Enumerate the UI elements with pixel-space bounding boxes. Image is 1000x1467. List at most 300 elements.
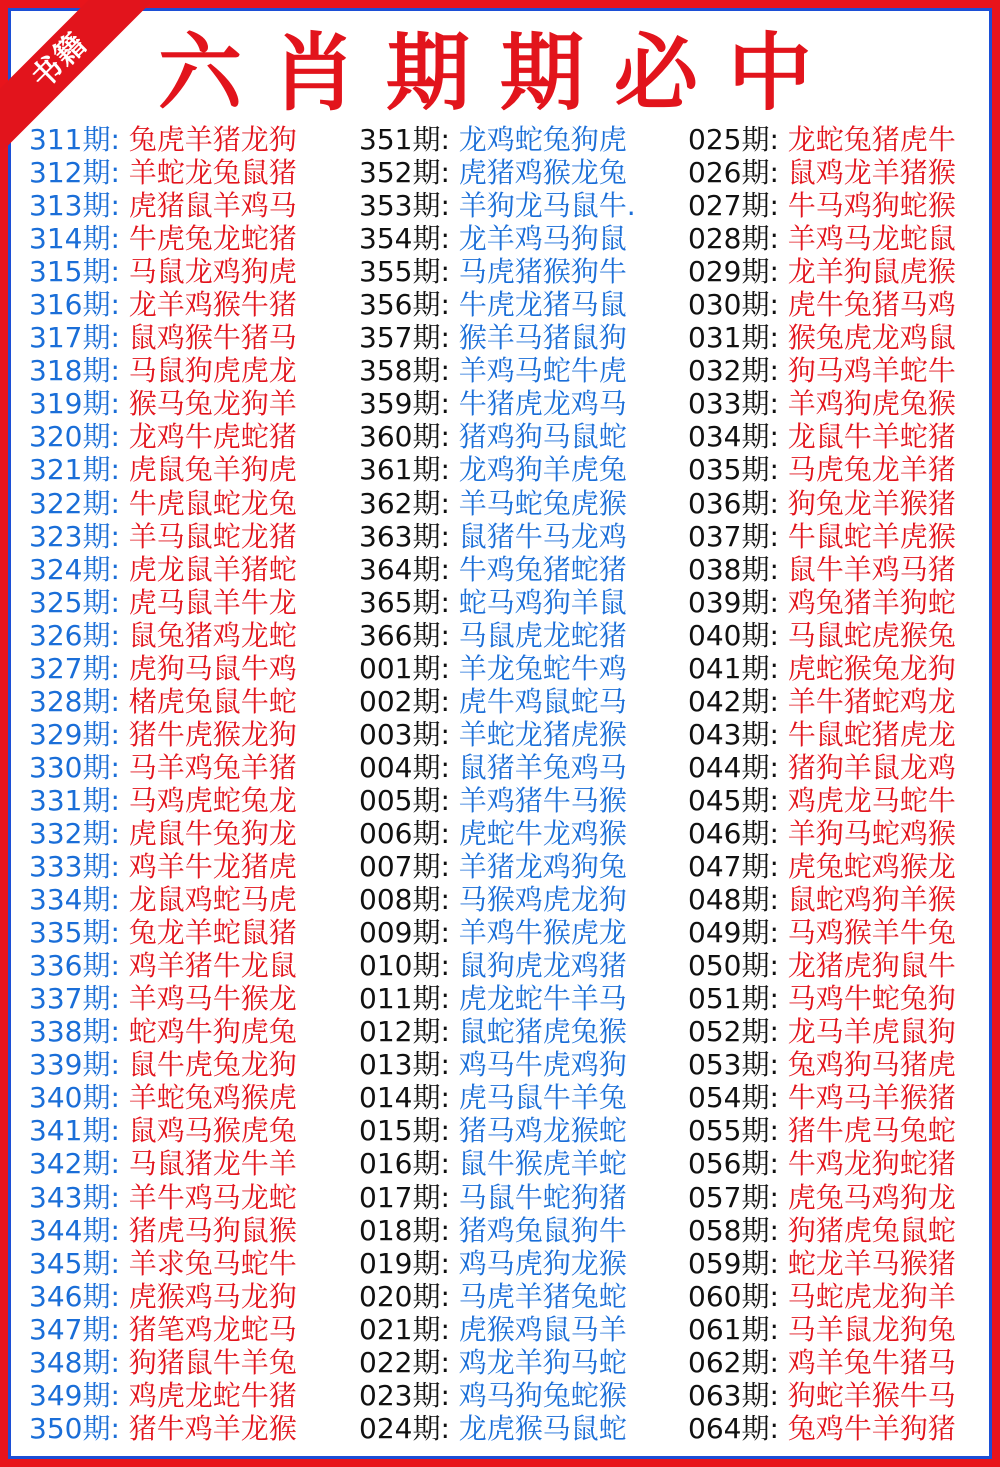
list-item [359, 123, 636, 156]
period-label: 045期: [688, 783, 779, 817]
list-item [688, 685, 956, 718]
list-item [688, 1048, 956, 1081]
zodiac-list: 马虎猪猴狗牛 [458, 255, 627, 289]
zodiac-list: 鸡羊牛龙猪虎 [128, 850, 297, 884]
zodiac-list: 马鸡虎蛇兔龙 [128, 783, 297, 817]
period-label: 327期: [29, 651, 120, 685]
zodiac-list: 鸡马牛虎鸡狗 [458, 1048, 627, 1082]
zodiac-list: 猪牛鸡羊龙猴 [128, 1411, 297, 1445]
period-label: 039期: [688, 585, 779, 619]
period-label: 032期: [688, 354, 779, 388]
period-label: 347期: [29, 1312, 120, 1346]
zodiac-list: 兔鸡狗马猪虎 [787, 1048, 956, 1082]
zodiac-list: 牛鸡龙狗蛇猪 [787, 1147, 956, 1181]
list-item [688, 949, 956, 982]
period-label: 313期: [29, 189, 120, 223]
list-item [29, 321, 297, 354]
list-item [359, 387, 636, 420]
zodiac-list: 鼠鸡猴牛猪马 [128, 321, 297, 355]
period-label: 038期: [688, 552, 779, 586]
period-label: 355期: [359, 255, 450, 289]
period-label: 343期: [29, 1180, 120, 1214]
zodiac-list: 羊求兔马蛇牛 [128, 1246, 297, 1280]
zodiac-list: 马羊鸡兔羊猪 [128, 750, 297, 784]
list-item [29, 784, 297, 817]
period-label: 041期: [688, 651, 779, 685]
list-item [359, 1147, 636, 1180]
list-item [688, 1181, 956, 1214]
zodiac-list: 羊鸡猪牛马猴 [458, 783, 627, 817]
zodiac-list: 虎鼠兔羊狗虎 [128, 453, 297, 487]
period-label: 019期: [359, 1246, 450, 1280]
list-item [359, 685, 636, 718]
period-label: 040期: [688, 618, 779, 652]
zodiac-list: 龙蛇兔猪虎牛 [787, 123, 956, 156]
zodiac-list: 牛马鸡狗蛇猴 [787, 189, 956, 223]
zodiac-list: 牛鸡马羊猴猪 [787, 1081, 956, 1115]
period-label: 057期: [688, 1180, 779, 1214]
period-label: 026期: [688, 156, 779, 190]
list-item [688, 1280, 956, 1313]
zodiac-list: 羊猪龙鸡狗兔 [458, 850, 627, 884]
period-label: 364期: [359, 552, 450, 586]
period-label: 360期: [359, 420, 450, 454]
zodiac-list: 马鸡猴羊牛兔 [787, 916, 956, 950]
list-item [688, 1214, 956, 1247]
prediction-table [29, 123, 989, 1453]
period-label: 323期: [29, 519, 120, 553]
zodiac-list: 龙鸡蛇兔狗虎 [458, 123, 627, 156]
period-label: 329期: [29, 717, 120, 751]
zodiac-list: 牛鼠蛇猪虎龙 [787, 717, 956, 751]
zodiac-list: 狗蛇羊猴牛马 [787, 1378, 956, 1412]
list-item [688, 553, 956, 586]
period-label: 318期: [29, 354, 120, 388]
zodiac-list: 鼠牛羊鸡马猪 [787, 552, 956, 586]
period-label: 346期: [29, 1279, 120, 1313]
zodiac-list: 狗猪虎兔鼠蛇 [787, 1213, 956, 1247]
zodiac-list: 虎蛇牛龙鸡猴 [458, 816, 627, 850]
zodiac-list: 蛇鸡牛狗虎兔 [128, 1015, 297, 1049]
zodiac-list: 猪牛虎马兔蛇 [787, 1114, 956, 1148]
period-label: 037期: [688, 519, 779, 553]
list-item [29, 817, 297, 850]
zodiac-list: 马鼠狗虎虎龙 [128, 354, 297, 388]
period-label: 348期: [29, 1345, 120, 1379]
period-label: 053期: [688, 1048, 779, 1082]
list-item [359, 1015, 636, 1048]
zodiac-list: 猴马兔龙狗羊 [128, 387, 297, 421]
period-label: 028期: [688, 222, 779, 256]
list-item [29, 387, 297, 420]
zodiac-list: 龙鼠牛羊蛇猪 [787, 420, 956, 454]
period-label: 011期: [359, 982, 450, 1016]
list-item [29, 1114, 297, 1147]
period-label: 022期: [359, 1345, 450, 1379]
list-item [29, 255, 297, 288]
period-label: 314期: [29, 222, 120, 256]
list-item [359, 850, 636, 883]
list-item [29, 420, 297, 453]
zodiac-list: 虎蛇猴兔龙狗 [787, 651, 956, 685]
list-item [29, 949, 297, 982]
period-label: 024期: [359, 1411, 450, 1445]
list-item [29, 652, 297, 685]
list-item [359, 718, 636, 751]
zodiac-list: 羊鸡狗虎兔猴 [787, 387, 956, 421]
list-item [359, 586, 636, 619]
list-item [688, 586, 956, 619]
period-label: 052期: [688, 1015, 779, 1049]
zodiac-list: 马羊鼠龙狗兔 [787, 1312, 956, 1346]
period-label: 035期: [688, 453, 779, 487]
zodiac-list: 鼠牛猴虎羊蛇 [458, 1147, 627, 1181]
list-item [359, 222, 636, 255]
list-item [29, 222, 297, 255]
zodiac-list: 蛇马鸡狗羊鼠 [458, 585, 627, 619]
list-item [29, 850, 297, 883]
period-label: 050期: [688, 949, 779, 983]
zodiac-list: 猪鸡狗马鼠蛇 [458, 420, 627, 454]
list-item [688, 321, 956, 354]
zodiac-list: 虎猴鸡鼠马羊 [458, 1312, 627, 1346]
period-label: 064期: [688, 1411, 779, 1445]
zodiac-list: 虎兔马鸡狗龙 [787, 1180, 956, 1214]
period-label: 365期: [359, 585, 450, 619]
period-label: 345期: [29, 1246, 120, 1280]
list-item [359, 288, 636, 321]
list-item [29, 1048, 297, 1081]
period-label: 061期: [688, 1312, 779, 1346]
list-item [29, 718, 297, 751]
list-item [688, 1015, 956, 1048]
list-item [359, 751, 636, 784]
period-label: 338期: [29, 1015, 120, 1049]
zodiac-list: 羊狗龙马鼠牛. [458, 189, 636, 223]
zodiac-list: 虎牛鸡鼠蛇马 [458, 684, 627, 718]
column-2 [359, 123, 636, 1445]
period-label: 335期: [29, 916, 120, 950]
zodiac-list: 鸡羊猪牛龙鼠 [128, 949, 297, 983]
list-item [688, 189, 956, 222]
period-label: 051期: [688, 982, 779, 1016]
zodiac-list: 鼠鸡马猴虎兔 [128, 1114, 297, 1148]
list-item [29, 619, 297, 652]
period-label: 324期: [29, 552, 120, 586]
period-label: 341期: [29, 1114, 120, 1148]
zodiac-list: 猪牛虎猴龙狗 [128, 717, 297, 751]
list-item [688, 520, 956, 553]
period-label: 059期: [688, 1246, 779, 1280]
period-label: 042期: [688, 684, 779, 718]
zodiac-list: 马鸡牛蛇兔狗 [787, 982, 956, 1016]
list-item [688, 883, 956, 916]
list-item [359, 1214, 636, 1247]
period-label: 036期: [688, 486, 779, 520]
list-item [688, 619, 956, 652]
zodiac-list: 鸡虎龙马蛇牛 [787, 783, 956, 817]
list-item [29, 916, 297, 949]
zodiac-list: 虎龙蛇牛羊马 [458, 982, 627, 1016]
zodiac-list: 马虎兔龙羊猪 [787, 453, 956, 487]
list-item [688, 354, 956, 387]
zodiac-list: 马猴鸡虎龙狗 [458, 883, 627, 917]
period-label: 339期: [29, 1048, 120, 1082]
list-item [29, 1247, 297, 1280]
period-label: 006期: [359, 816, 450, 850]
list-item [359, 453, 636, 486]
zodiac-list: 猴羊马猪鼠狗 [458, 321, 627, 355]
zodiac-list: 羊鸡马龙蛇鼠 [787, 222, 956, 256]
zodiac-list: 鸡马虎狗龙猴 [458, 1246, 627, 1280]
list-item [359, 321, 636, 354]
period-label: 357期: [359, 321, 450, 355]
list-item [359, 1247, 636, 1280]
period-label: 063期: [688, 1378, 779, 1412]
zodiac-list: 羊蛇龙猪虎猴 [458, 717, 627, 751]
zodiac-list: 虎猪鸡猴龙兔 [458, 156, 627, 190]
list-item [359, 255, 636, 288]
list-item [359, 1412, 636, 1445]
period-label: 340期: [29, 1081, 120, 1115]
list-item [359, 420, 636, 453]
period-label: 029期: [688, 255, 779, 289]
period-label: 363期: [359, 519, 450, 553]
period-label: 366期: [359, 618, 450, 652]
period-label: 015期: [359, 1114, 450, 1148]
list-item [688, 817, 956, 850]
list-item [29, 1412, 297, 1445]
zodiac-list: 猪狗羊鼠龙鸡 [787, 750, 956, 784]
period-label: 356期: [359, 288, 450, 322]
period-label: 014期: [359, 1081, 450, 1115]
period-label: 331期: [29, 783, 120, 817]
list-item [359, 156, 636, 189]
zodiac-list: 羊牛猪蛇鸡龙 [787, 684, 956, 718]
zodiac-list: 狗猪鼠牛羊兔 [128, 1345, 297, 1379]
period-label: 004期: [359, 750, 450, 784]
list-item [688, 288, 956, 321]
period-label: 353期: [359, 189, 450, 223]
list-item [29, 520, 297, 553]
list-item [29, 1280, 297, 1313]
zodiac-list: 虎牛兔猪马鸡 [787, 288, 956, 322]
period-label: 025期: [688, 123, 779, 156]
list-item [359, 652, 636, 685]
period-label: 359期: [359, 387, 450, 421]
period-label: 055期: [688, 1114, 779, 1148]
period-label: 008期: [359, 883, 450, 917]
period-label: 352期: [359, 156, 450, 190]
list-item [359, 189, 636, 222]
zodiac-list: 马虎羊猪兔蛇 [458, 1279, 627, 1313]
period-label: 328期: [29, 684, 120, 718]
period-label: 320期: [29, 420, 120, 454]
period-label: 358期: [359, 354, 450, 388]
list-item [29, 1214, 297, 1247]
list-item [688, 850, 956, 883]
list-item [688, 784, 956, 817]
zodiac-list: 猪虎马狗鼠猴 [128, 1213, 297, 1247]
zodiac-list: 虎龙鼠羊猪蛇 [128, 552, 297, 586]
zodiac-list: 马鼠蛇虎猴兔 [787, 618, 956, 652]
period-label: 322期: [29, 486, 120, 520]
zodiac-list: 狗马鸡羊蛇牛 [787, 354, 956, 388]
zodiac-list: 鼠蛇猪虎兔猴 [458, 1015, 627, 1049]
list-item [688, 123, 956, 156]
zodiac-list: 鸡兔猪羊狗蛇 [787, 585, 956, 619]
period-label: 330期: [29, 750, 120, 784]
list-item [29, 982, 297, 1015]
period-label: 048期: [688, 883, 779, 917]
zodiac-list: 羊狗马蛇鸡猴 [787, 816, 956, 850]
period-label: 317期: [29, 321, 120, 355]
list-item [359, 982, 636, 1015]
zodiac-list: 龙虎猴马鼠蛇 [458, 1411, 627, 1445]
period-label: 021期: [359, 1312, 450, 1346]
list-item [29, 189, 297, 222]
list-item [688, 420, 956, 453]
list-item [29, 883, 297, 916]
zodiac-list: 楮虎兔鼠牛蛇 [128, 684, 297, 718]
period-label: 354期: [359, 222, 450, 256]
zodiac-list: 龙羊鸡猴牛猪 [128, 288, 297, 322]
list-item [29, 553, 297, 586]
list-item [688, 453, 956, 486]
period-label: 007期: [359, 850, 450, 884]
period-label: 016期: [359, 1147, 450, 1181]
period-label: 027期: [688, 189, 779, 223]
list-item [688, 1114, 956, 1147]
list-item [359, 883, 636, 916]
zodiac-list: 牛虎鼠蛇龙兔 [128, 486, 297, 520]
badge-label: 书籍 [0, 0, 150, 150]
period-label: 312期: [29, 156, 120, 190]
period-label: 058期: [688, 1213, 779, 1247]
zodiac-list: 虎兔蛇鸡猴龙 [787, 850, 956, 884]
list-item [29, 156, 297, 189]
period-label: 349期: [29, 1378, 120, 1412]
period-label: 010期: [359, 949, 450, 983]
zodiac-list: 鸡马狗兔蛇猴 [458, 1378, 627, 1412]
zodiac-list: 鼠牛虎兔龙狗 [128, 1048, 297, 1082]
zodiac-list: 马鼠虎龙蛇猪 [458, 618, 627, 652]
list-item [688, 1346, 956, 1379]
period-label: 018期: [359, 1213, 450, 1247]
zodiac-list: 羊马蛇兔虎猴 [458, 486, 627, 520]
zodiac-list: 虎狗马鼠牛鸡 [128, 651, 297, 685]
list-item [688, 222, 956, 255]
list-item [359, 1181, 636, 1214]
period-label: 315期: [29, 255, 120, 289]
list-item [359, 354, 636, 387]
zodiac-list: 龙马羊虎鼠狗 [787, 1015, 956, 1049]
zodiac-list: 虎马鼠羊牛龙 [128, 585, 297, 619]
list-item [29, 751, 297, 784]
list-item [29, 453, 297, 486]
zodiac-list: 羊蛇龙兔鼠猪 [128, 156, 297, 190]
period-label: 031期: [688, 321, 779, 355]
zodiac-list: 羊牛鸡马龙蛇 [128, 1180, 297, 1214]
list-item [29, 1147, 297, 1180]
list-item [29, 288, 297, 321]
period-label: 009期: [359, 916, 450, 950]
list-item [688, 751, 956, 784]
zodiac-list: 牛虎兔龙蛇猪 [128, 222, 297, 256]
period-label: 350期: [29, 1411, 120, 1445]
zodiac-list: 虎鼠牛兔狗龙 [128, 816, 297, 850]
zodiac-list: 羊鸡马牛猴龙 [128, 982, 297, 1016]
zodiac-list: 马蛇虎龙狗羊 [787, 1279, 956, 1313]
header [11, 11, 989, 121]
zodiac-list: 鸡羊兔牛猪马 [787, 1345, 956, 1379]
period-label: 062期: [688, 1345, 779, 1379]
zodiac-list: 龙羊鸡马狗鼠 [458, 222, 627, 256]
list-item [359, 1048, 636, 1081]
list-item [359, 1379, 636, 1412]
zodiac-list: 虎猴鸡马龙狗 [128, 1279, 297, 1313]
zodiac-list: 牛虎龙猪马鼠 [458, 288, 627, 322]
list-item [29, 1015, 297, 1048]
list-item [29, 1081, 297, 1114]
zodiac-list: 龙鸡狗羊虎兔 [458, 453, 627, 487]
zodiac-list: 蛇龙羊马猴猪 [787, 1246, 956, 1280]
zodiac-list: 马鼠猪龙牛羊 [128, 1147, 297, 1181]
column-1 [29, 123, 297, 1445]
period-label: 362期: [359, 486, 450, 520]
list-item [688, 255, 956, 288]
zodiac-list: 鼠兔猪鸡龙蛇 [128, 618, 297, 652]
period-label: 336期: [29, 949, 120, 983]
list-item [359, 553, 636, 586]
period-label: 034期: [688, 420, 779, 454]
period-label: 002期: [359, 684, 450, 718]
period-label: 054期: [688, 1081, 779, 1115]
zodiac-list: 鼠猪羊兔鸡马 [458, 750, 627, 784]
period-label: 001期: [359, 651, 450, 685]
list-item [29, 1181, 297, 1214]
zodiac-list: 兔虎羊猪龙狗 [128, 123, 297, 156]
period-label: 017期: [359, 1180, 450, 1214]
list-item [359, 817, 636, 850]
list-item [29, 487, 297, 520]
period-label: 013期: [359, 1048, 450, 1082]
period-label: 321期: [29, 453, 120, 487]
zodiac-list: 龙羊狗鼠虎猴 [787, 255, 956, 289]
column-3 [688, 123, 956, 1445]
list-item [359, 949, 636, 982]
zodiac-list: 虎猪鼠羊鸡马 [128, 189, 297, 223]
list-item [359, 520, 636, 553]
period-label: 033期: [688, 387, 779, 421]
zodiac-list: 鸡龙羊狗马蛇 [458, 1345, 627, 1379]
period-label: 012期: [359, 1015, 450, 1049]
period-label: 060期: [688, 1279, 779, 1313]
period-label: 311期: [29, 123, 120, 156]
zodiac-list: 龙猪虎狗鼠牛 [787, 949, 956, 983]
list-item [359, 784, 636, 817]
list-item [359, 1114, 636, 1147]
list-item [359, 1346, 636, 1379]
list-item [688, 1313, 956, 1346]
zodiac-list: 猪鸡兔鼠狗牛 [458, 1213, 627, 1247]
list-item [688, 387, 956, 420]
period-label: 020期: [359, 1279, 450, 1313]
period-label: 030期: [688, 288, 779, 322]
page-title: 六肖期期必中 [157, 23, 842, 122]
list-item [29, 1379, 297, 1412]
zodiac-list: 羊龙兔蛇牛鸡 [458, 651, 627, 685]
